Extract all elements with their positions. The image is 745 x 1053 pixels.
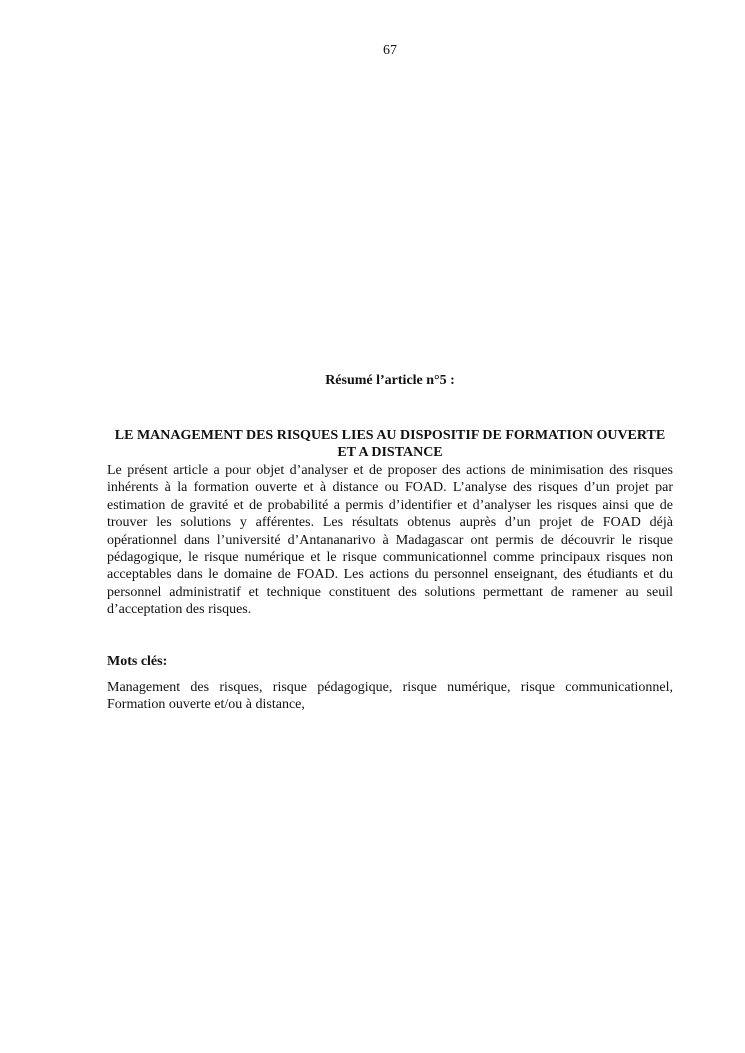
article-title: LE MANAGEMENT DES RISQUES LIES AU DISPOSITIF DE FORMATION OUVERTE ET A DISTANCE [114,428,666,460]
abstract-paragraph: Le présent article a pour objet d’analyser et de proposer des actions de minimisation des risques inhérents à la formation ouverte et à distance ou FOAD. L’analyse des risques d’un projet par estimation de gravité et de probabilité a permis d’identifier et d’analyser les risques ainsi que de trouver les solutions y afférentes. Les résultats obtenus auprès d’un projet de FOAD déjà opérationnel dans l’université d’Antananarivo à Madagascar ont permis de découvrir le risque pédagogique, le risque numérique et le risque communicationnel comme principaux risques non acceptables dans le domaine de FOAD. Les actions du personnel enseignant, des étudiants et du personnel administratif et technique constituent des solutions permettant de ramener au seuil d’acceptation des risques. [107,463,673,618]
page-number: 67 [383,43,397,58]
keywords-text: Management des risques, risque pédagogique, risque numérique, risque communicationnel, Formation ouverte et/ou à distance, [107,680,673,713]
resume-heading: Résumé l’article n°5 : [325,373,455,388]
keywords-heading: Mots clés: [107,654,168,669]
